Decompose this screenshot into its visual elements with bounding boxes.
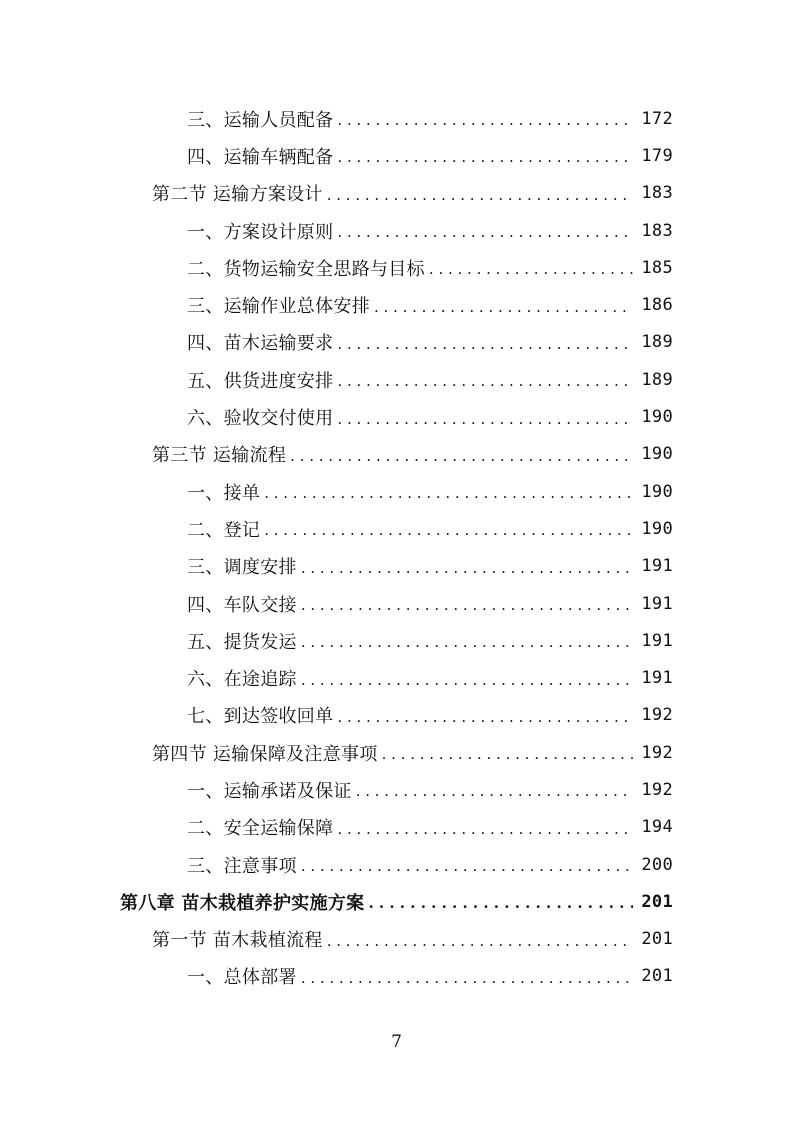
table-of-contents	[0, 100, 793, 995]
dot-leader	[301, 598, 633, 613]
toc-entry[interactable]	[0, 398, 793, 435]
toc-entry[interactable]	[0, 921, 793, 958]
dot-leader	[337, 822, 633, 837]
dot-leader	[337, 150, 633, 165]
toc-entry-page: 190	[641, 481, 673, 502]
toc-entry-title: 三、运输人员配备	[187, 109, 334, 131]
toc-entry[interactable]	[0, 846, 793, 883]
toc-entry[interactable]	[0, 175, 793, 212]
toc-entry-title: 七、到达签收回单	[187, 706, 334, 728]
toc-entry-title: 六、在途追踪	[187, 669, 297, 691]
dot-leader	[337, 225, 633, 240]
toc-entry[interactable]	[0, 100, 793, 137]
toc-entry-title: 二、登记	[187, 519, 261, 541]
dot-leader	[337, 710, 633, 725]
toc-entry-page: 192	[641, 742, 673, 763]
dot-leader	[337, 412, 633, 427]
dot-leader	[374, 300, 633, 315]
toc-entry[interactable]	[0, 249, 793, 286]
toc-entry-title: 一、总体部署	[187, 967, 297, 989]
toc-entry[interactable]	[0, 622, 793, 659]
dot-leader	[290, 449, 633, 464]
toc-entry-page: 191	[641, 556, 673, 577]
toc-entry-title: 第四节 运输保障及注意事项	[152, 743, 378, 765]
toc-entry-title: 四、车队交接	[187, 594, 297, 616]
toc-entry-page: 194	[641, 817, 673, 838]
toc-entry-title: 四、运输车辆配备	[187, 146, 334, 168]
dot-leader	[429, 262, 633, 277]
toc-entry[interactable]	[0, 771, 793, 808]
toc-entry-title: 二、货物运输安全思路与目标	[187, 258, 425, 280]
toc-entry-page: 201	[641, 929, 673, 950]
toc-entry[interactable]	[0, 286, 793, 323]
toc-entry-page: 191	[641, 593, 673, 614]
toc-entry-page: 179	[641, 145, 673, 166]
toc-entry-title: 一、方案设计原则	[187, 221, 334, 243]
toc-entry-title: 二、安全运输保障	[187, 818, 334, 840]
toc-entry-page: 189	[641, 369, 673, 390]
toc-entry-title: 三、运输作业总体安排	[187, 296, 370, 318]
toc-entry-title: 六、验收交付使用	[187, 408, 334, 430]
toc-entry-page: 172	[641, 108, 673, 129]
toc-entry[interactable]	[0, 212, 793, 249]
toc-entry[interactable]	[0, 585, 793, 622]
toc-entry-page: 183	[641, 183, 673, 204]
toc-entry[interactable]	[0, 659, 793, 696]
toc-entry-title: 第二节 运输方案设计	[152, 184, 323, 206]
toc-entry-title: 第八章 苗木栽植养护实施方案	[120, 892, 365, 914]
dot-leader	[264, 486, 633, 501]
toc-entry-title: 一、接单	[187, 482, 261, 504]
toc-entry-title: 第三节 运输流程	[152, 445, 287, 467]
toc-entry-page: 190	[641, 444, 673, 465]
dot-leader	[337, 337, 633, 352]
page-number: 7	[391, 1032, 402, 1052]
dot-leader	[264, 523, 633, 538]
dot-leader	[382, 747, 633, 762]
toc-entry-title: 五、供货进度安排	[187, 370, 334, 392]
toc-entry[interactable]	[0, 734, 793, 771]
dot-leader	[327, 188, 633, 203]
toc-entry[interactable]	[0, 436, 793, 473]
toc-entry-page: 189	[641, 332, 673, 353]
toc-entry-page: 186	[641, 295, 673, 316]
toc-entry-page: 183	[641, 220, 673, 241]
toc-entry[interactable]	[0, 809, 793, 846]
dot-leader	[356, 784, 633, 799]
toc-entry-page: 200	[641, 854, 673, 875]
dot-leader	[301, 859, 633, 874]
toc-entry[interactable]	[0, 137, 793, 174]
toc-entry-title: 一、运输承诺及保证	[187, 780, 352, 802]
dot-leader	[301, 635, 633, 650]
dot-leader	[301, 561, 633, 576]
toc-entry-page: 190	[641, 518, 673, 539]
dot-leader	[327, 934, 633, 949]
toc-entry-title: 四、苗木运输要求	[187, 333, 334, 355]
toc-entry[interactable]	[0, 473, 793, 510]
toc-entry-page: 201	[641, 891, 673, 912]
toc-entry-title: 五、提货发运	[187, 631, 297, 653]
toc-entry[interactable]	[0, 361, 793, 398]
dot-leader	[301, 673, 633, 688]
toc-entry-title: 三、调度安排	[187, 557, 297, 579]
toc-entry-page: 190	[641, 407, 673, 428]
toc-entry-page: 191	[641, 668, 673, 689]
dot-leader	[301, 971, 633, 986]
toc-entry-page: 192	[641, 705, 673, 726]
dot-leader	[337, 113, 633, 128]
toc-entry-page: 201	[641, 966, 673, 987]
toc-entry[interactable]	[0, 324, 793, 361]
toc-entry[interactable]	[0, 697, 793, 734]
toc-entry[interactable]	[0, 958, 793, 995]
toc-entry[interactable]	[0, 510, 793, 547]
toc-entry-title: 第一节 苗木栽植流程	[152, 930, 323, 952]
dot-leader	[337, 374, 633, 389]
toc-entry[interactable]	[0, 548, 793, 585]
toc-entry-page: 185	[641, 257, 673, 278]
toc-entry-page: 192	[641, 779, 673, 800]
toc-entry-title: 三、注意事项	[187, 855, 297, 877]
dot-leader	[368, 896, 633, 911]
toc-entry-page: 191	[641, 630, 673, 651]
toc-entry-chapter[interactable]	[0, 883, 793, 920]
